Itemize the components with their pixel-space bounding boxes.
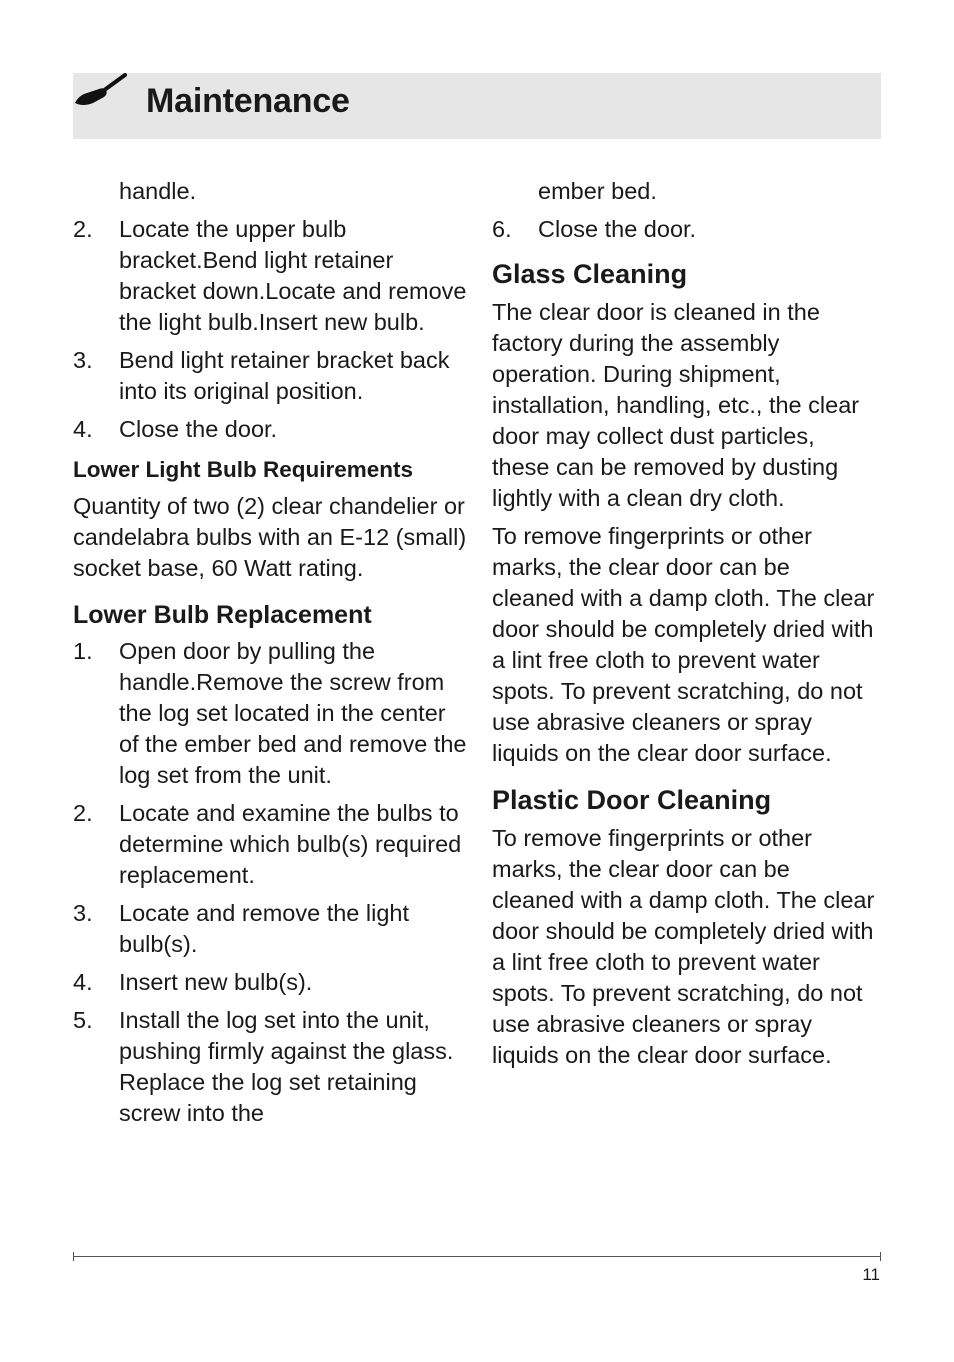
screwdriver-icon (73, 73, 133, 109)
list-item: 4. Insert new bulb(s). (73, 969, 313, 995)
continued-text: ember bed. (538, 178, 657, 204)
list-item: 4. Close the door. (73, 416, 278, 442)
continued-text: handle. (119, 178, 197, 204)
header-bar (73, 73, 881, 139)
right-column (492, 176, 877, 1078)
list-item: 2. Locate and examine the bulbs to determine which bulb(s) required replacement. (73, 800, 462, 888)
list-item: 3. Locate and remove the light bulb(s). (73, 900, 410, 957)
page-title: Maintenance (146, 82, 350, 120)
section-heading: Lower Light Bulb Requirements (73, 457, 414, 482)
section-heading: Lower Bulb Replacement (73, 601, 372, 629)
left-column (73, 176, 468, 1136)
footer-rule-tick (880, 1252, 881, 1261)
list-item: 3. Bend light retainer bracket back into its original position. (73, 347, 450, 404)
page-number: 11 (862, 1265, 880, 1284)
footer-rule-tick (73, 1252, 74, 1261)
list-item: 2. Locate the upper bulb bracket.Bend light retainer bracket down.Locate and remove the light bulb.Insert new bulb. (73, 216, 467, 335)
list-item: 6. Close the door. (492, 216, 697, 242)
paragraph: To remove fingerprints or other marks, the clear door can be cleaned with a damp cloth. The clear door should be completely dried with a lint free cloth to prevent water spots. To prevent scratching, do not use abrasive cleaners or spray liquids on the clear door surface. (492, 825, 875, 1068)
section-heading: Plastic Door Cleaning (492, 785, 772, 815)
paragraph: To remove fingerprints or other marks, the clear door can be cleaned with a damp cloth. The clear door should be completely dried with a lint free cloth to prevent water spots. To prevent scratching, do not use abrasive cleaners or spray liquids on the clear door surface. (492, 523, 875, 766)
list-item: 5. Install the log set into the unit, pushing firmly against the glass. Replace the log set retaining screw into the (73, 1007, 454, 1126)
footer-rule (73, 1256, 881, 1257)
paragraph: The clear door is cleaned in the factory during the assembly operation. During shipment, installation, handling, etc., the clear door may collect dust particles, these can be removed by dusting lightly with a clean dry cloth. (492, 299, 860, 511)
section-heading: Glass Cleaning (492, 259, 688, 289)
list-item: 1. Open door by pulling the handle.Remove the screw from the log set located in the center of the ember bed and remove the log set from the unit. (73, 638, 467, 788)
paragraph: Quantity of two (2) clear chandelier or candelabra bulbs with an E-12 (small) socket base, 60 Watt rating. (73, 493, 467, 581)
